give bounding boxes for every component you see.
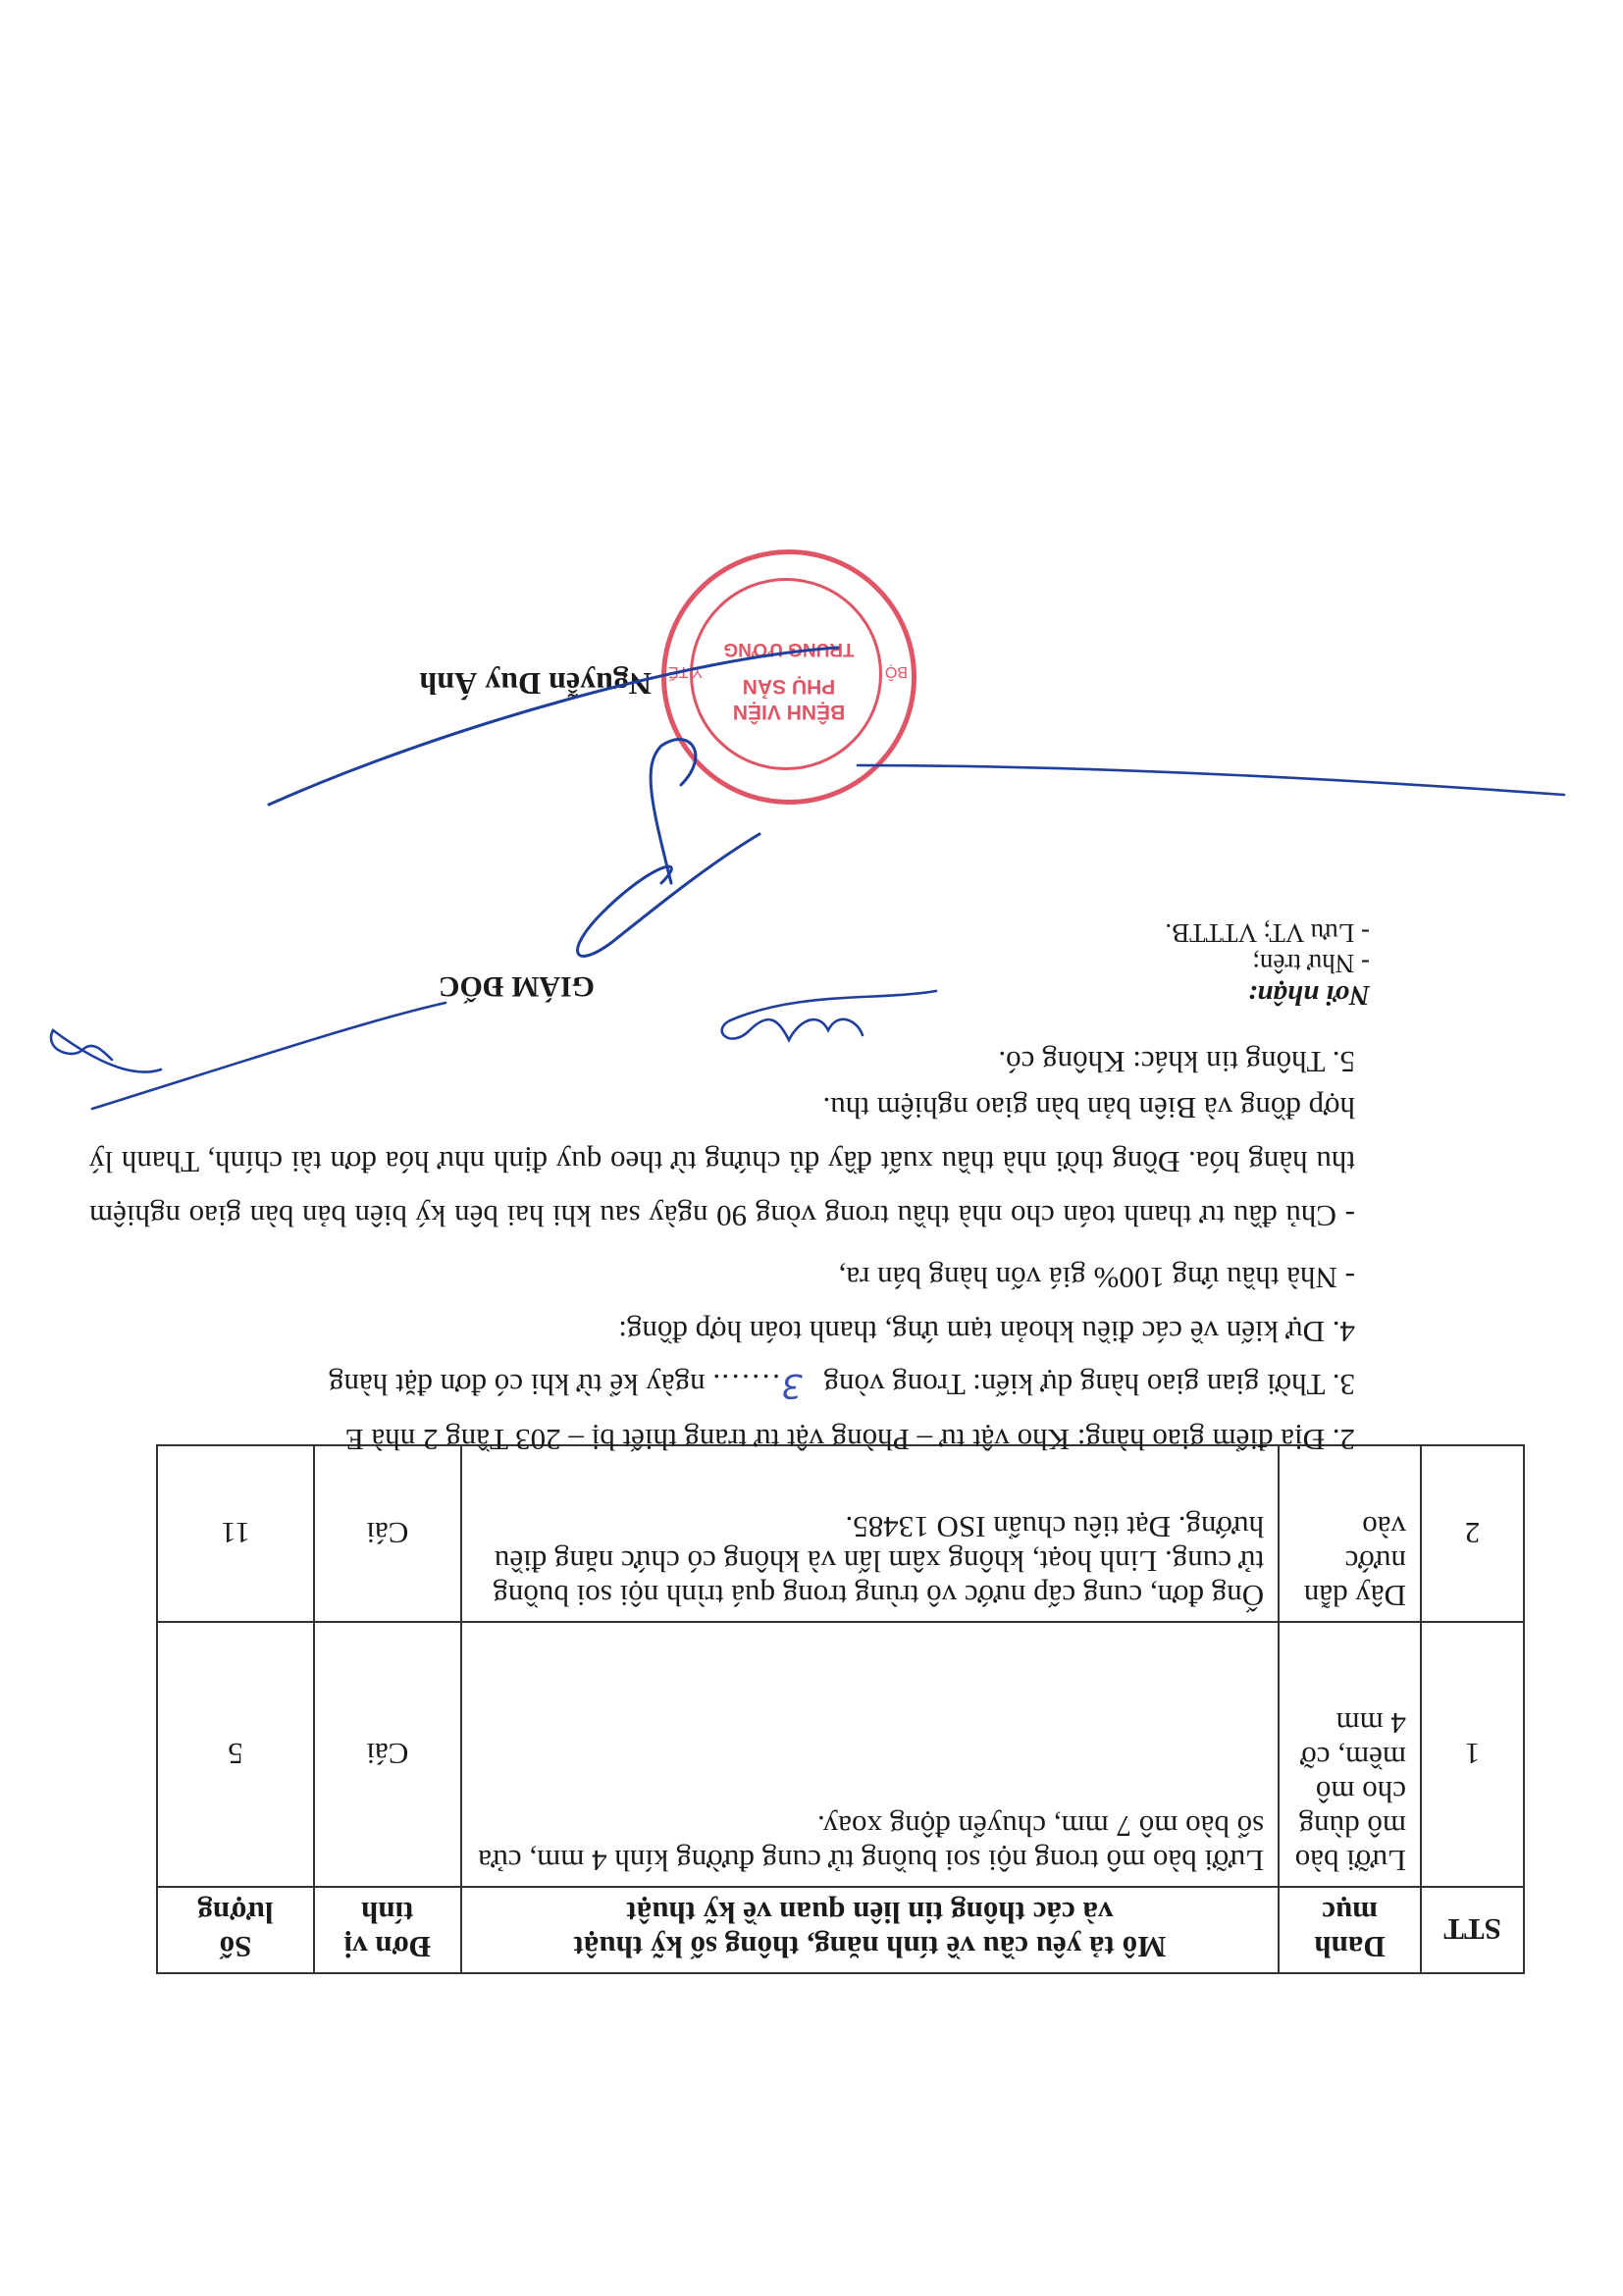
header-mo-ta: Mô tả yêu cầu về tính năng, thông số kỹ thuật và các thông tin liên quan về kỹ thuật <box>461 1887 1279 1973</box>
row-so-luong: 11 <box>157 1445 314 1622</box>
row-danh-muc: Dây dẫn nước vào <box>1279 1445 1421 1622</box>
other-info: 5. Thông tin khác: Không có. <box>998 1045 1355 1079</box>
recipient-item: - Như trên; <box>1252 949 1370 978</box>
row-mo-ta: Lưỡi bào mô trong nội soi buồng tử cung đường kính 4 mm, cửa sổ bào mô 7 mm, chuyển động xoay. <box>461 1622 1279 1887</box>
payment-term-settlement: - Chủ đầu tư thanh toán cho nhà thầu trong vòng 90 ngày sau khi hai bên ký biên bản bàn giao nghiệm thu hàng hóa. Đồng thời nhà thầu xuất đầy đủ chứng từ theo quy định như hóa đơn tài chính, Thanh lý hợp đồng và Biên bản bàn giao nghiệm thu. <box>89 1091 1355 1233</box>
hospital-stamp: BỆNH VIỆN PHỤ SẢN TRUNG ƯƠNG BỘ Y TẾ <box>661 549 916 805</box>
initial-signature-upper <box>92 991 936 1109</box>
delivery-time: 3. Thời gian giao hàng dự kiến: Trong vòng 3……. ngày kể từ khi có đơn đặt hàng <box>328 1366 1355 1405</box>
initial-signature-left <box>51 1030 161 1072</box>
header-danh-muc: Danh mục <box>1279 1887 1421 1973</box>
row-don-vi: Cái <box>314 1622 461 1887</box>
director-signature <box>269 648 838 956</box>
handwritten-days: 3 <box>781 1366 803 1405</box>
recipients-title: Nơi nhận: <box>1247 979 1370 1011</box>
header-don-vi: Đơn vị tính <box>314 1887 461 1973</box>
signature-tail <box>858 765 1564 795</box>
row-so-luong: 5 <box>157 1622 314 1887</box>
header-stt: STT <box>1421 1887 1524 1973</box>
payment-term-advance: - Nhà thầu ứng 100% giá vốn hàng bán ra, <box>838 1261 1355 1295</box>
recipient-item: - Lưu VT; VTTTB. <box>1165 918 1370 948</box>
payment-terms-heading: 4. Dự kiến về các điều khoản tạm ứng, thanh toán hợp đồng: <box>618 1315 1355 1349</box>
director-name: Nguyễn Duy Ánh <box>419 666 652 702</box>
row-mo-ta: Ống đơn, cung cấp nước vô trùng trong quá trình nội soi buồng tử cung. Linh hoạt, không xâm lấn và không có chức năng điều hướng. Đạt tiêu chuẩn ISO 13485. <box>461 1445 1279 1622</box>
row-danh-muc: Lưỡi bào mô dùng cho mô mềm, cỡ 4 mm <box>1279 1622 1421 1887</box>
director-title: GIÁM ĐỐC <box>438 970 595 1003</box>
row-stt: 2 <box>1421 1445 1524 1622</box>
row-stt: 1 <box>1421 1622 1524 1887</box>
delivery-location: 2. Địa điểm giao hàng: Kho vật tư – Phòng vật tư trang thiết bị – 203 Tầng 2 nhà E <box>344 1423 1355 1457</box>
header-so-luong: Số lượng <box>157 1887 314 1973</box>
row-don-vi: Cái <box>314 1445 461 1622</box>
